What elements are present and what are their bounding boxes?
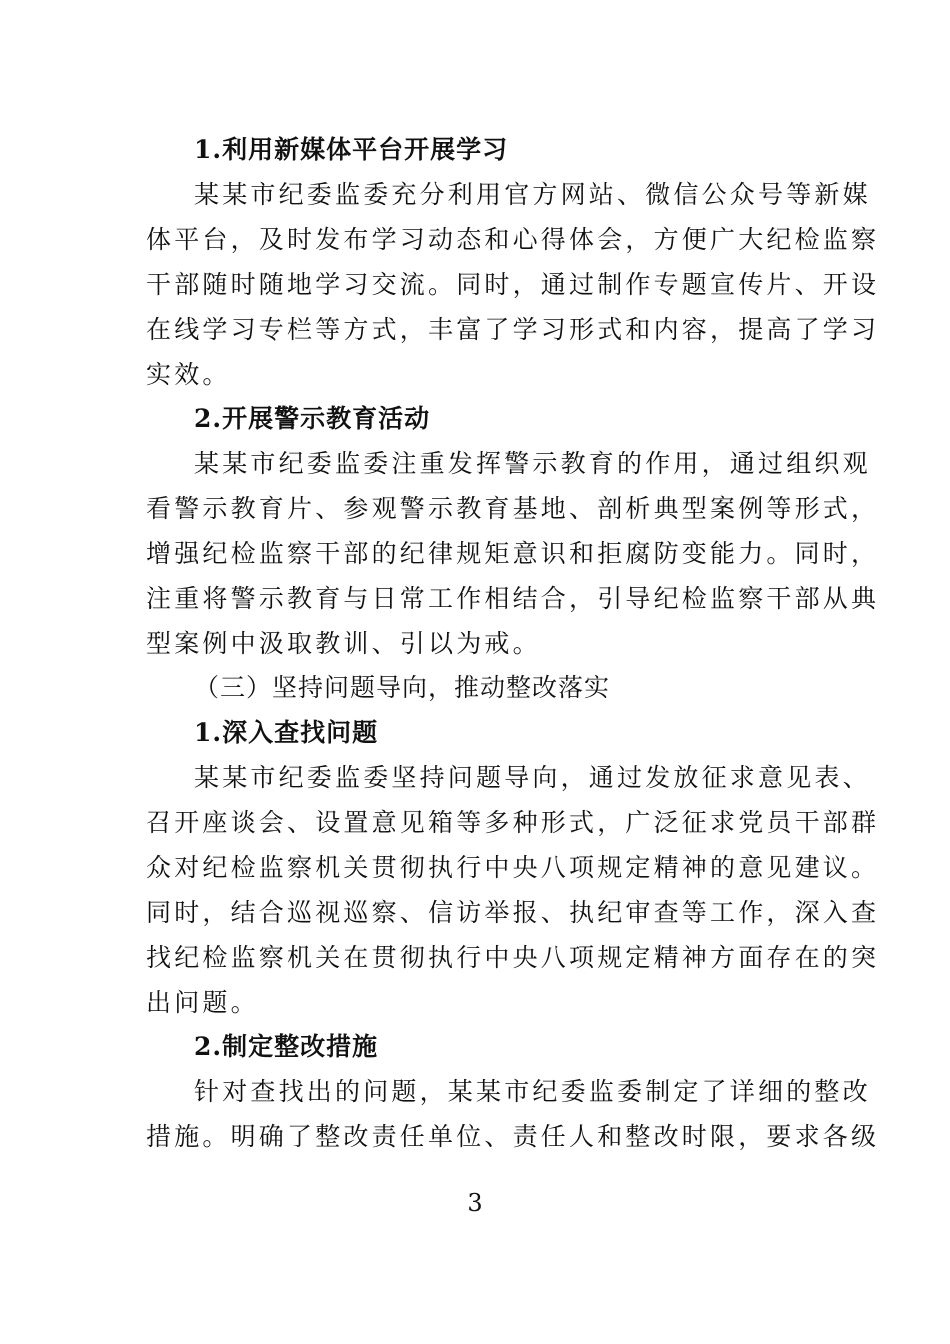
heading-rectification-measures: 2.制定整改措施 — [194, 1032, 379, 1061]
section-heading-problem-oriented: （三）坚持问题导向，推动整改落实 — [194, 673, 611, 702]
paragraph-line: 找纪检监察机关在贯彻执行中央八项规定精神方面存在的突 — [146, 943, 880, 972]
paragraph-line: 在线学习专栏等方式，丰富了学习形式和内容，提高了学习 — [146, 315, 880, 344]
paragraph-line: 干部随时随地学习交流。同时，通过制作专题宣传片、开设 — [146, 270, 880, 299]
paragraph-line: 实效。 — [146, 360, 231, 389]
paragraph-line: 众对纪检监察机关贯彻执行中央八项规定精神的意见建议。 — [146, 853, 880, 882]
heading-warning-education: 2.开展警示教育活动 — [194, 404, 431, 433]
paragraph-line: 针对查找出的问题，某某市纪委监委制定了详细的整改 — [194, 1077, 871, 1106]
paragraph-line: 型案例中汲取教训、引以为戒。 — [146, 629, 541, 658]
paragraph-line: 注重将警示教育与日常工作相结合，引导纪检监察干部从典 — [146, 584, 880, 613]
paragraph-line: 增强纪检监察干部的纪律规矩意识和拒腐防变能力。同时， — [146, 539, 880, 568]
paragraph-line: 召开座谈会、设置意见箱等多种形式，广泛征求党员干部群 — [146, 808, 880, 837]
paragraph-line: 体平台，及时发布学习动态和心得体会，方便广大纪检监察 — [146, 225, 880, 254]
page-number: 3 — [467, 1189, 483, 1217]
paragraph-line: 看警示教育片、参观警示教育基地、剖析典型案例等形式， — [146, 494, 880, 523]
paragraph-line: 某某市纪委监委充分利用官方网站、微信公众号等新媒 — [194, 180, 871, 209]
heading-find-problems: 1.深入查找问题 — [194, 718, 379, 747]
paragraph-line: 某某市纪委监委注重发挥警示教育的作用，通过组织观 — [194, 449, 871, 478]
paragraph-line: 出问题。 — [146, 988, 259, 1017]
paragraph-line: 措施。明确了整改责任单位、责任人和整改时限，要求各级 — [146, 1122, 880, 1151]
heading-new-media-learning: 1.利用新媒体平台开展学习 — [194, 135, 509, 164]
paragraph-line: 同时，结合巡视巡察、信访举报、执纪审查等工作，深入查 — [146, 898, 880, 927]
paragraph-line: 某某市纪委监委坚持问题导向，通过发放征求意见表、 — [194, 763, 871, 792]
